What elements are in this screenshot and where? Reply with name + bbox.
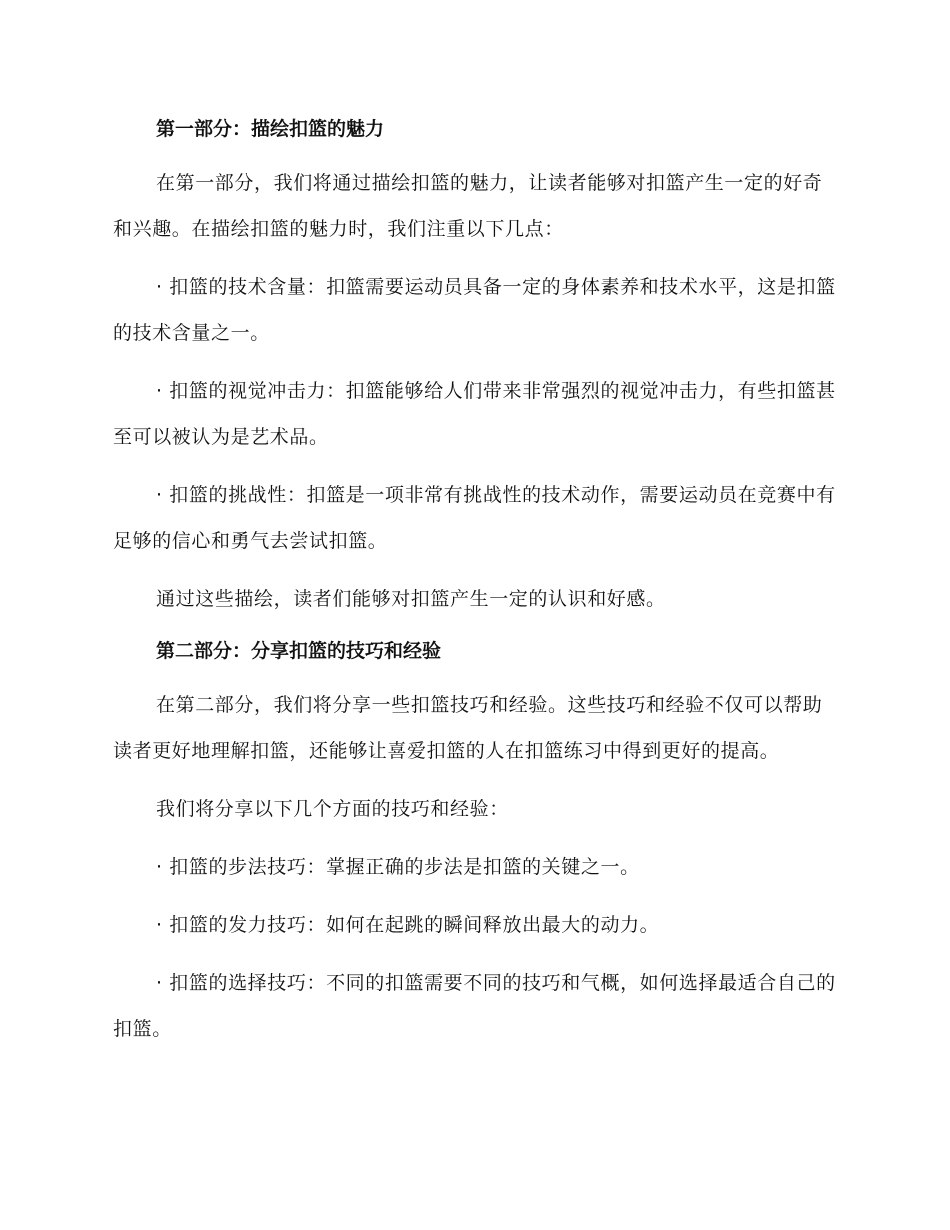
section2-bullet-power: · 扣篮的发力技巧：如何在起跳的瞬间释放出最大的动力。 (156, 914, 660, 936)
document-page (113, 112, 837, 1064)
section2-heading: 第二部分：分享扣篮的技巧和经验 (156, 640, 442, 662)
section2-lead-paragraph: 我们将分享以下几个方面的技巧和经验： (156, 798, 509, 820)
section2-bullet-footwork: · 扣篮的步法技巧：掌握正确的步法是扣篮的关键之一。 (156, 856, 640, 878)
section2-bullet-selection: · 扣篮的选择技巧：不同的扣篮需要不同的技巧和气概，如何选择最适合自己的扣篮。 (113, 972, 836, 1040)
section1-intro-paragraph: 在第一部分，我们将通过描绘扣篮的魅力，让读者能够对扣篮产生一定的好奇和兴趣。在描绘扣篮的魅力时，我们注重以下几点： (113, 172, 823, 240)
section1-conclusion-paragraph: 通过这些描绘，读者们能够对扣篮产生一定的认识和好感。 (156, 588, 666, 610)
section1-heading: 第一部分：描绘扣篮的魅力 (156, 118, 385, 140)
section2-intro-paragraph: 在第二部分，我们将分享一些扣篮技巧和经验。这些技巧和经验不仅可以帮助读者更好地理解扣篮，还能够让喜爱扣篮的人在扣篮练习中得到更好的提高。 (113, 694, 823, 762)
section1-bullet-challenge: · 扣篮的挑战性：扣篮是一项非常有挑战性的技术动作，需要运动员在竞赛中有足够的信心和勇气去尝试扣篮。 (113, 484, 836, 552)
section1-bullet-technique: · 扣篮的技术含量：扣篮需要运动员具备一定的身体素养和技术水平，这是扣篮的技术含量之一。 (113, 276, 836, 344)
section1-bullet-visual-impact: · 扣篮的视觉冲击力：扣篮能够给人们带来非常强烈的视觉冲击力，有些扣篮甚至可以被认为是艺术品。 (113, 380, 836, 448)
